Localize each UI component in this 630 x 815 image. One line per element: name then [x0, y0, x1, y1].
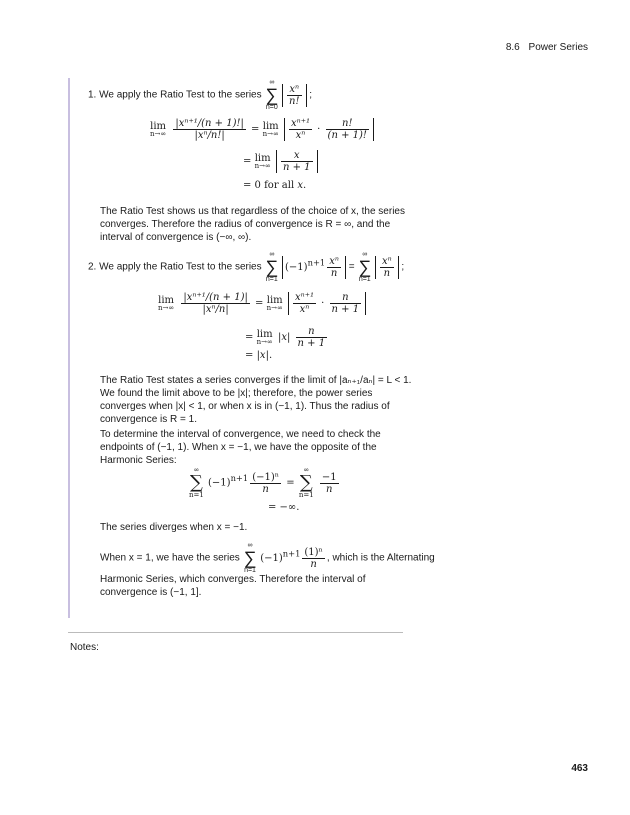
notes-label: Notes: — [70, 642, 99, 653]
item2-when-line: When x = 1, we have the series ∞ ∑ n=1 $(-1)^{n+1}$ $\frac{\text{(1)ⁿ}}{n}$ , which is the Alternating — [100, 542, 435, 574]
item1-eq-line3: = 0 for all x. — [243, 180, 307, 191]
item1-conclusion: The Ratio Test shows us that regardless of the choice of x, the series converges. Therefore the radius of convergence is R = ∞, and the interval of convergence is (−∞, ∞). — [100, 206, 405, 243]
item2-number: 2. — [88, 261, 97, 273]
item2-lead-text: We apply the Ratio Test to the series — [99, 261, 262, 273]
item2-para2: To determine the interval of convergence, we need to check the endpoints of (−1, 1). When x = −1, we have the opposite of the Harmonic Series: — [100, 429, 381, 466]
item2-eq-line3: = |x|. — [245, 350, 273, 361]
item1-eq-line1: lim n→∞ $\frac{\text{|xⁿ⁺¹/(n + 1)!|}}{\text{|xⁿ/n!|}}$ = lim n→∞ $\frac{\text{xⁿ⁺¹}}{\text{xⁿ}}$ · $\frac{n!}{(n + 1)!}$ — [150, 118, 374, 141]
item2-final: Harmonic Series, which converges. Therefore the interval of convergence is (−1, 1]. — [100, 574, 366, 598]
item2-eq-line2: = lim n→∞ |x| $\frac{n}{n + 1}$ — [245, 326, 326, 349]
item2-lead: 2. We apply the Ratio Test to the series ∞ ∑ n=1 $(-1)^{n+1}$ $\frac{\text{xⁿ}}{n}$ = ∞ ∑ n=1 $\frac{\text{xⁿ}}{n}$ ; — [88, 251, 405, 283]
page-number: 463 — [571, 763, 588, 774]
notes-divider — [68, 632, 403, 633]
item2-para1: The Ratio Test states a series converges if the limit of |aₙ₊₁/aₙ| = L < 1. We found the limit above to be |x|; therefore, the power series converges when |x| < 1, or when x is in (−1, 1). Thus the radius of convergence is R = 1. — [100, 375, 412, 425]
section-title: Power Series — [528, 42, 588, 53]
item2-diverges: The series diverges when x = −1. — [100, 522, 248, 533]
item2-eq-line1: lim n→∞ $\frac{\text{|xⁿ⁺¹/(n + 1)|}}{\text{|xⁿ/n|}}$ = lim n→∞ $\frac{\text{xⁿ⁺¹}}{\text{xⁿ}}$ · $\frac{n}{n + 1}$ — [158, 292, 366, 315]
item2-when-lead: When x = 1, we have the series — [100, 552, 240, 564]
item1-lead-text: We apply the Ratio Test to the series — [99, 89, 262, 101]
item1-lead: 1. We apply the Ratio Test to the series ∞ ∑ n=0 $\frac{\text{xⁿ}}{n!}$ ; — [88, 79, 313, 111]
item1-zero: = 0 for all — [243, 180, 295, 191]
running-header — [500, 42, 588, 53]
item2-endpoint-eq1: ∞ ∑ n=1 $(-1)^{n+1}$ $\frac{\text{(−1)ⁿ}}{n}$ = ∞ ∑ n=1 $\frac{-1}{n}$ — [189, 466, 337, 499]
item2-endpoint-eq2: = −∞. — [268, 502, 300, 513]
item1-number: 1. — [88, 89, 97, 101]
item1-eq-line2: = lim n→∞ $\frac{x}{n + 1}$ — [243, 150, 318, 173]
section-number: 8.6 — [505, 42, 520, 53]
item2-when-tail: , which is the Alternating — [326, 552, 435, 564]
margin-bar — [68, 78, 70, 618]
